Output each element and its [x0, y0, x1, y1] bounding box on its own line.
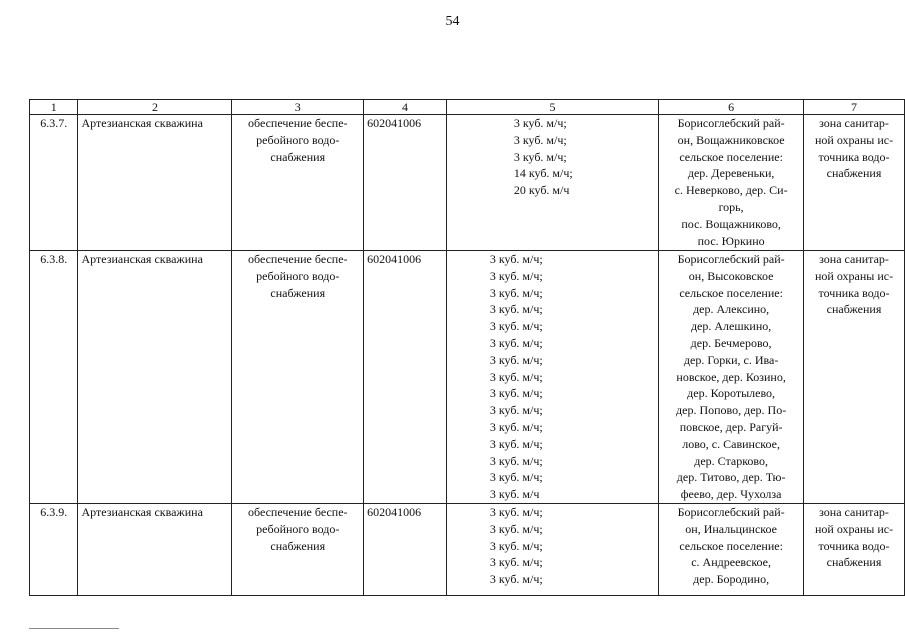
capacity-cell-line: 3 куб. м/ч; [489, 252, 543, 266]
location-cell-line: Борисоглебский рай- [677, 116, 785, 130]
location-cell-line: дер. Алексино, [693, 302, 770, 317]
capacity-cell-line: 3 куб. м/ч; [489, 470, 543, 485]
object-code: 602041006 [364, 251, 447, 504]
column-header-1: 1 [30, 100, 78, 115]
capacity-cell-line: 3 куб. м/ч; [489, 285, 543, 300]
location-cell-line: Борисоглебский рай- [677, 504, 785, 519]
object-purpose-line: обеспечение беспе- [248, 252, 348, 266]
footnote-rule [29, 628, 119, 629]
location-cell-line: дер. Попово, дер. По- [676, 403, 787, 418]
location-cell-line: горь, [718, 199, 744, 214]
location-cell-line: дер. Старково, [694, 453, 769, 468]
capacity-cell-line: 3 куб. м/ч [489, 487, 540, 502]
location-cell-line: дер. Горки, с. Ива- [683, 352, 779, 367]
location-cell-line: он, Вощажниковское [677, 132, 785, 147]
location-cell-line: дер. Коротылево, [687, 386, 776, 401]
zone-cell [804, 251, 905, 504]
capacity-cell-line: 3 куб. м/ч; [489, 302, 543, 317]
object-name: Артезианская скважина [78, 251, 232, 504]
object-name: Артезианская скважина [78, 115, 232, 251]
location-cell-line: повское, дер. Рагуй- [679, 419, 783, 434]
zone-cell-line: снабжения [826, 302, 882, 317]
location-cell-line: сельское поселение: [679, 538, 783, 553]
capacity-cell-line: 3 куб. м/ч; [489, 572, 543, 587]
location-cell-line: дер. Титово, дер. Тю- [676, 470, 786, 485]
capacity-cell-line: 3 куб. м/ч; [489, 386, 543, 401]
capacity-cell [446, 503, 658, 595]
table-header-row [30, 100, 905, 115]
column-header-2: 2 [78, 100, 232, 115]
location-cell-line: феево, дер. Чухолза [680, 487, 782, 502]
location-cell-line: новское, дер. Козино, [676, 369, 786, 384]
capacity-cell-line: 3 куб. м/ч; [489, 504, 543, 519]
location-cell-line: пос. Юркино [697, 233, 765, 248]
zone-cell-line: точника водо- [818, 149, 890, 164]
capacity-cell-line: 3 куб. м/ч; [513, 116, 567, 130]
capacity-cell [446, 251, 658, 504]
capacity-cell-line: 3 куб. м/ч; [489, 419, 543, 434]
location-cell-line: пос. Вощажниково, [681, 216, 781, 231]
zone-cell-line: зона санитар- [819, 252, 889, 266]
zone-cell-line: зона санитар- [819, 504, 889, 519]
location-cell-line: он, Инальцинское [685, 521, 777, 536]
capacity-cell-line: 3 куб. м/ч; [489, 538, 543, 553]
column-header-5: 5 [446, 100, 658, 115]
object-purpose-line: ребойного водо- [256, 521, 340, 536]
capacity-cell [446, 115, 658, 251]
object-purpose-line: снабжения [270, 538, 326, 553]
capacity-cell-line: 3 куб. м/ч; [489, 335, 543, 350]
object-purpose-line: снабжения [270, 285, 326, 300]
capacity-cell-line: 3 куб. м/ч; [513, 149, 567, 164]
location-cell-line: сельское поселение: [679, 149, 783, 164]
object-code: 602041006 [364, 503, 447, 595]
zone-cell-line: ной охраны ис- [814, 132, 894, 147]
capacity-cell-line: 14 куб. м/ч; [513, 166, 573, 181]
capacity-cell-line: 3 куб. м/ч; [513, 132, 567, 147]
capacity-cell-line: 3 куб. м/ч; [489, 369, 543, 384]
location-cell-line: дер. Бечмерово, [690, 335, 772, 350]
object-purpose [232, 503, 364, 595]
location-cell [659, 251, 804, 504]
capacity-cell-line: 3 куб. м/ч; [489, 268, 543, 283]
object-purpose-line: ребойного водо- [256, 268, 340, 283]
zone-cell-line: зона санитар- [819, 116, 889, 130]
capacity-cell-line: 3 куб. м/ч; [489, 352, 543, 367]
object-code: 602041006 [364, 115, 447, 251]
column-header-7: 7 [804, 100, 905, 115]
zone-cell [804, 503, 905, 595]
object-purpose-line: ребойного водо- [256, 132, 340, 147]
capacity-cell-line: 3 куб. м/ч; [489, 403, 543, 418]
object-purpose-line: обеспечение беспе- [248, 116, 348, 130]
capacity-cell-line: 20 куб. м/ч [513, 183, 570, 198]
zone-cell [804, 115, 905, 251]
page-number: 54 [445, 14, 460, 29]
location-cell-line: дер. Алешкино, [690, 319, 772, 334]
object-purpose [232, 251, 364, 504]
table-row [30, 115, 905, 251]
location-cell-line: с. Неверково, дер. Си- [674, 183, 788, 198]
object-name: Артезианская скважина [78, 503, 232, 595]
capacity-cell-line: 3 куб. м/ч; [489, 521, 543, 536]
row-number: 6.3.8. [30, 251, 78, 504]
location-cell-line: дер. Бородино, [693, 572, 770, 587]
column-header-4: 4 [364, 100, 447, 115]
zone-cell-line: снабжения [826, 555, 882, 570]
capacity-cell-line: 3 куб. м/ч; [489, 453, 543, 468]
zone-cell-line: точника водо- [818, 538, 890, 553]
location-cell-line: лово, с. Савинское, [682, 436, 780, 451]
document-table [29, 99, 905, 596]
object-purpose-line: снабжения [270, 149, 326, 164]
zone-cell-line: снабжения [826, 166, 882, 181]
capacity-cell-line: 3 куб. м/ч; [489, 555, 543, 570]
zone-cell-line: точника водо- [818, 285, 890, 300]
row-number: 6.3.7. [30, 115, 78, 251]
location-cell-line: сельское поселение: [679, 285, 783, 300]
zone-cell-line: ной охраны ис- [814, 268, 894, 283]
column-header-6: 6 [659, 100, 804, 115]
table-row [30, 251, 905, 504]
capacity-cell-line: 3 куб. м/ч; [489, 319, 543, 334]
column-header-3: 3 [232, 100, 364, 115]
table-row [30, 503, 905, 595]
location-cell [659, 503, 804, 595]
object-purpose [232, 115, 364, 251]
zone-cell-line: ной охраны ис- [814, 521, 894, 536]
location-cell-line: он, Высоковское [688, 268, 774, 283]
location-cell-line: Борисоглебский рай- [677, 252, 785, 266]
object-purpose-line: обеспечение беспе- [248, 504, 348, 519]
location-cell-line: дер. Деревеньки, [687, 166, 775, 181]
row-number: 6.3.9. [30, 503, 78, 595]
capacity-cell-line: 3 куб. м/ч; [489, 436, 543, 451]
location-cell [659, 115, 804, 251]
location-cell-line: с. Андреевское, [691, 555, 772, 570]
